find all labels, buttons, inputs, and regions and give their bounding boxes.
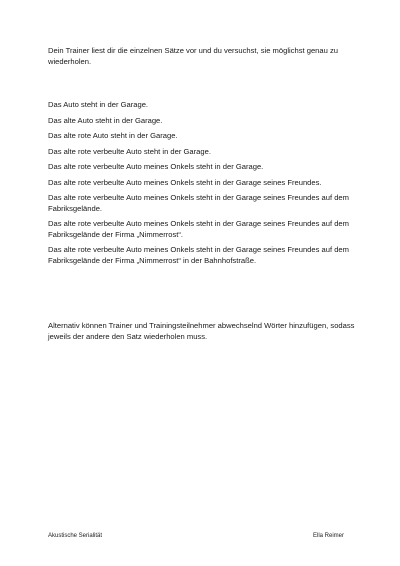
footer-title: Akustische Serialität bbox=[48, 533, 103, 539]
sentence-7: Das alte rote verbeulte Auto meines Onkels steht in der Garage seines Freundes auf dem Fabriksgelände. bbox=[48, 193, 349, 213]
sentence-1: Das Auto steht in der Garage. bbox=[48, 100, 149, 109]
sentence-6: Das alte rote verbeulte Auto meines Onkels steht in der Garage seines Freundes. bbox=[48, 177, 322, 187]
page-footer bbox=[48, 533, 344, 539]
intro-paragraph: Dein Trainer liest dir die einzelnen Sätze vor und du versuchst, sie möglichst genau zu wiederholen. bbox=[48, 46, 338, 66]
footer-author: Ella Reimer bbox=[312, 533, 344, 539]
sentence-4: Das alte rote verbeulte Auto steht in der Garage. bbox=[48, 146, 211, 156]
sentence-2: Das alte Auto steht in der Garage. bbox=[48, 115, 163, 125]
sentence-8: Das alte rote verbeulte Auto meines Onkels steht in der Garage seines Freundes auf dem Fabriksgelände der Firma „Nimmerrost“. bbox=[48, 219, 349, 239]
sentence-3: Das alte rote Auto steht in der Garage. bbox=[48, 131, 178, 140]
sentence-5: Das alte rote verbeulte Auto meines Onkels steht in der Garage. bbox=[48, 162, 264, 171]
sentence-9: Das alte rote verbeulte Auto meines Onkels steht in der Garage seines Freundes auf dem Fabriksgelände der Firma „Nimmerrost“ in der Bahnhofstraße. bbox=[48, 245, 349, 265]
sentence-list bbox=[48, 100, 360, 271]
outro-paragraph: Alternativ können Trainer und Trainingsteilnehmer abwechselnd Wörter hinzufügen, sodass jeweils der andere den Satz wiederholen muss. bbox=[48, 321, 355, 341]
